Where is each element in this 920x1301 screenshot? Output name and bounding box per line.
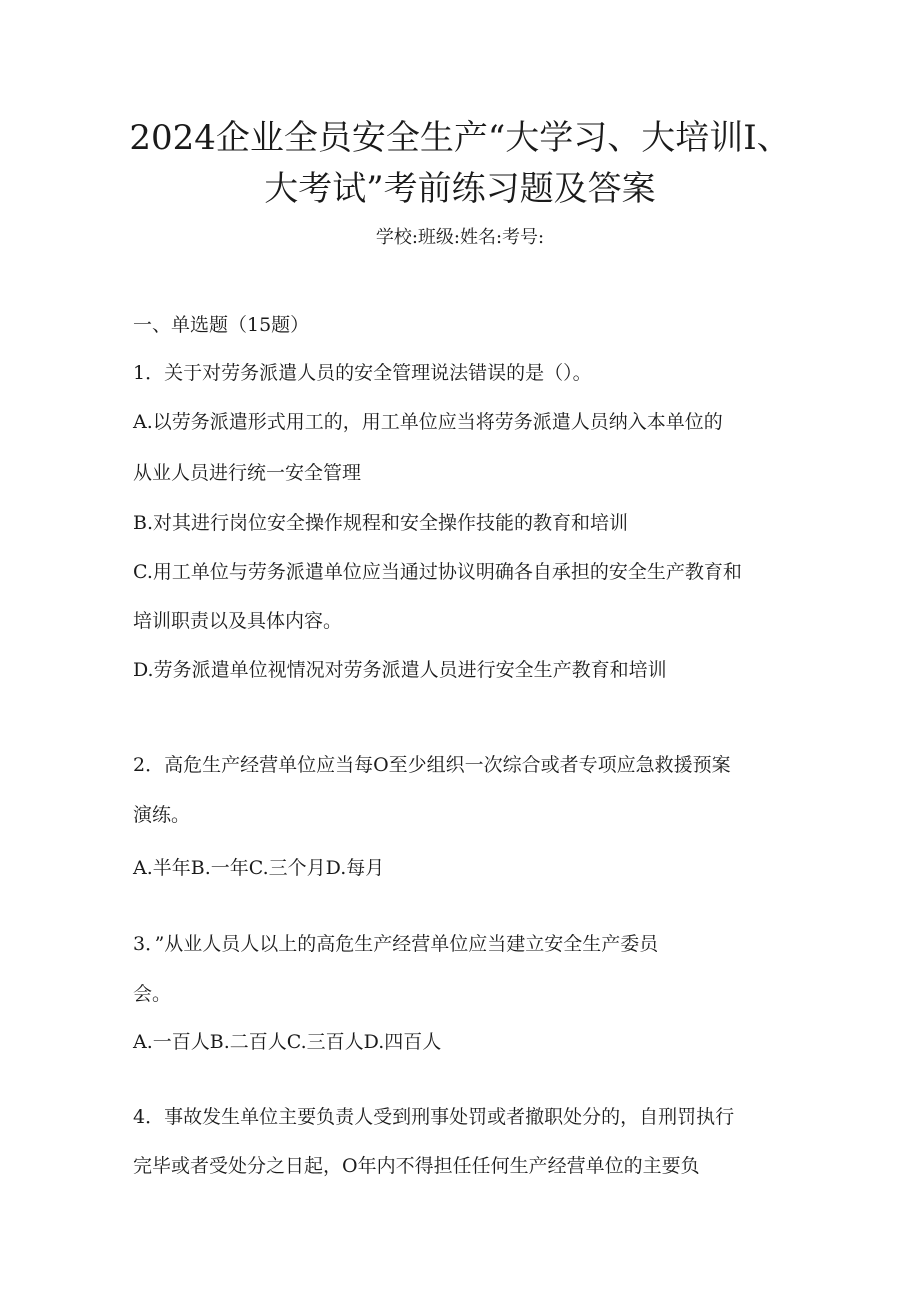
question-2-stem-line-2: 演练。 (133, 804, 191, 826)
student-info-line: 学校:班级:姓名:考号: (375, 227, 545, 248)
question-2-options: A.半年B.一年C.三个月D.每月 (133, 857, 385, 879)
question-1-option-c-line-2: 培训职责以及具体内容。 (133, 610, 343, 632)
question-1-stem: 1．关于对劳务派遣人员的安全管理说法错误的是（）。 (133, 362, 592, 384)
question-3-options: A.一百人B.二百人C.三百人D.四百人 (133, 1031, 442, 1053)
question-2-stem-line-1: 2．高危生产经营单位应当每O至少组织一次综合或者专项应急救援预案 (133, 754, 731, 776)
question-1-option-c-line-1: C.用工单位与劳务派遣单位应当通过协议明确各自承担的安全生产教育和 (133, 561, 742, 583)
question-3-stem-line-2: 会。 (133, 983, 172, 1005)
question-1-option-a-line-1: A.以劳务派遣形式用工的，用工单位应当将劳务派遣人员纳入本单位的 (133, 411, 723, 433)
section-heading: 一、单选题（15题） (133, 314, 310, 336)
document-title-line-1: 2024企业全员安全生产“大学习、大培训I、 (129, 118, 791, 158)
document-title-line-2: 大考试”考前练习题及答案 (264, 169, 656, 209)
question-1-option-b: B.对其进行岗位安全操作规程和安全操作技能的教育和培训 (133, 512, 629, 534)
question-4-stem-line-2: 完毕或者受处分之日起，O年内不得担任任何生产经营单位的主要负 (133, 1155, 700, 1177)
question-1-option-a-line-2: 从业人员进行统一安全管理 (133, 462, 362, 484)
question-3-stem-line-1: 3．”从业人员人以上的高危生产经营单位应当建立安全生产委员 (133, 933, 659, 955)
question-1-option-d: D.劳务派遣单位视情况对劳务派遣人员进行安全生产教育和培训 (133, 659, 667, 681)
question-4-stem-line-1: 4．事故发生单位主要负责人受到刑事处罚或者撤职处分的，自刑罚执行 (133, 1106, 735, 1128)
